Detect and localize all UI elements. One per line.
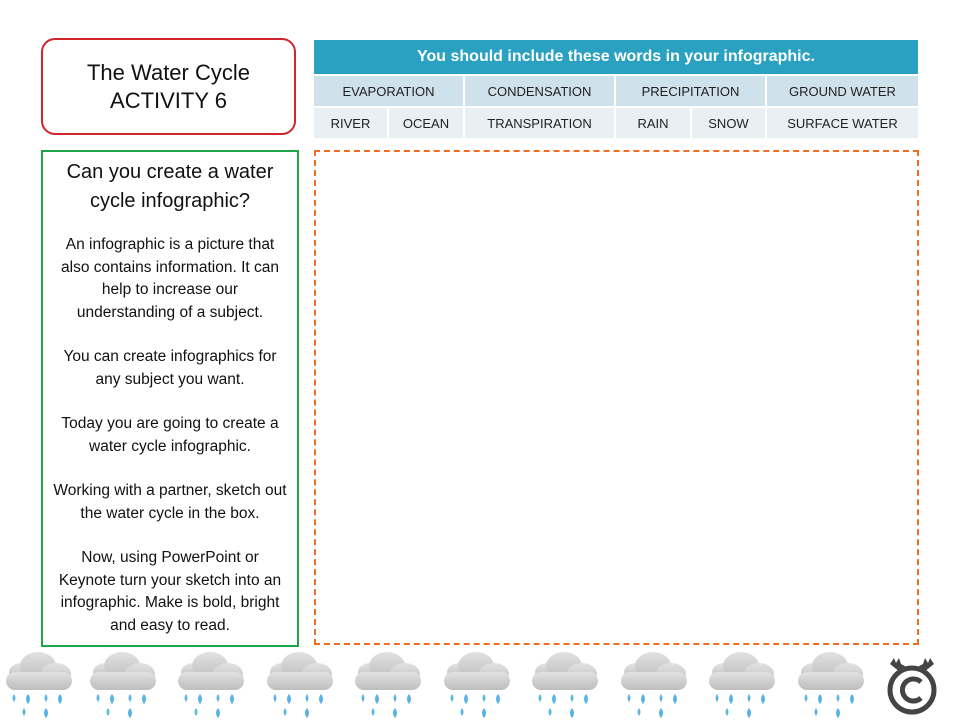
- activity-number: ACTIVITY 6: [110, 87, 227, 113]
- word-cell: CONDENSATION: [465, 76, 616, 106]
- instructions-paragraph: You can create infographics for any subject you want.: [63, 348, 277, 388]
- key-words-header: You should include these words in your infographic.: [314, 40, 918, 74]
- word-cell: TRANSPIRATION: [465, 108, 616, 138]
- instructions-paragraph: Now, using PowerPoint or Keynote turn your sketch into an infographic. Make is bold, bright and easy to read.: [58, 549, 282, 634]
- word-cell: SURFACE WATER: [787, 115, 898, 131]
- instructions-heading: Can you create a water cycle infographic?: [66, 161, 274, 212]
- word-cell: SNOW: [692, 108, 767, 138]
- key-words-row-1: [314, 74, 918, 106]
- instructions-box: [41, 150, 299, 647]
- word-cell: OCEAN: [389, 108, 465, 138]
- instructions-paragraph: An infographic is a picture that also contains information. It can help to increase our understanding of a subject.: [61, 236, 279, 321]
- activity-title: The Water Cycle: [86, 59, 250, 85]
- moose-copyright-icon: [880, 652, 944, 716]
- word-cell: EVAPORATION: [314, 76, 465, 106]
- key-words-row-2: [314, 106, 918, 138]
- rain-cloud-row: [0, 648, 960, 720]
- word-cell: RIVER: [314, 108, 389, 138]
- activity-title-box: [41, 38, 296, 135]
- word-cell: GROUND WATER: [789, 83, 896, 99]
- rain-cloud-border: [0, 648, 960, 720]
- instructions-paragraph: Today you are going to create a water cycle infographic.: [61, 415, 279, 455]
- word-cell: RAIN: [616, 108, 692, 138]
- instructions-paragraph: Working with a partner, sketch out the water cycle in the box.: [53, 482, 287, 522]
- sketch-area[interactable]: [314, 150, 919, 645]
- word-cell: PRECIPITATION: [616, 76, 767, 106]
- key-words-table: [314, 40, 918, 138]
